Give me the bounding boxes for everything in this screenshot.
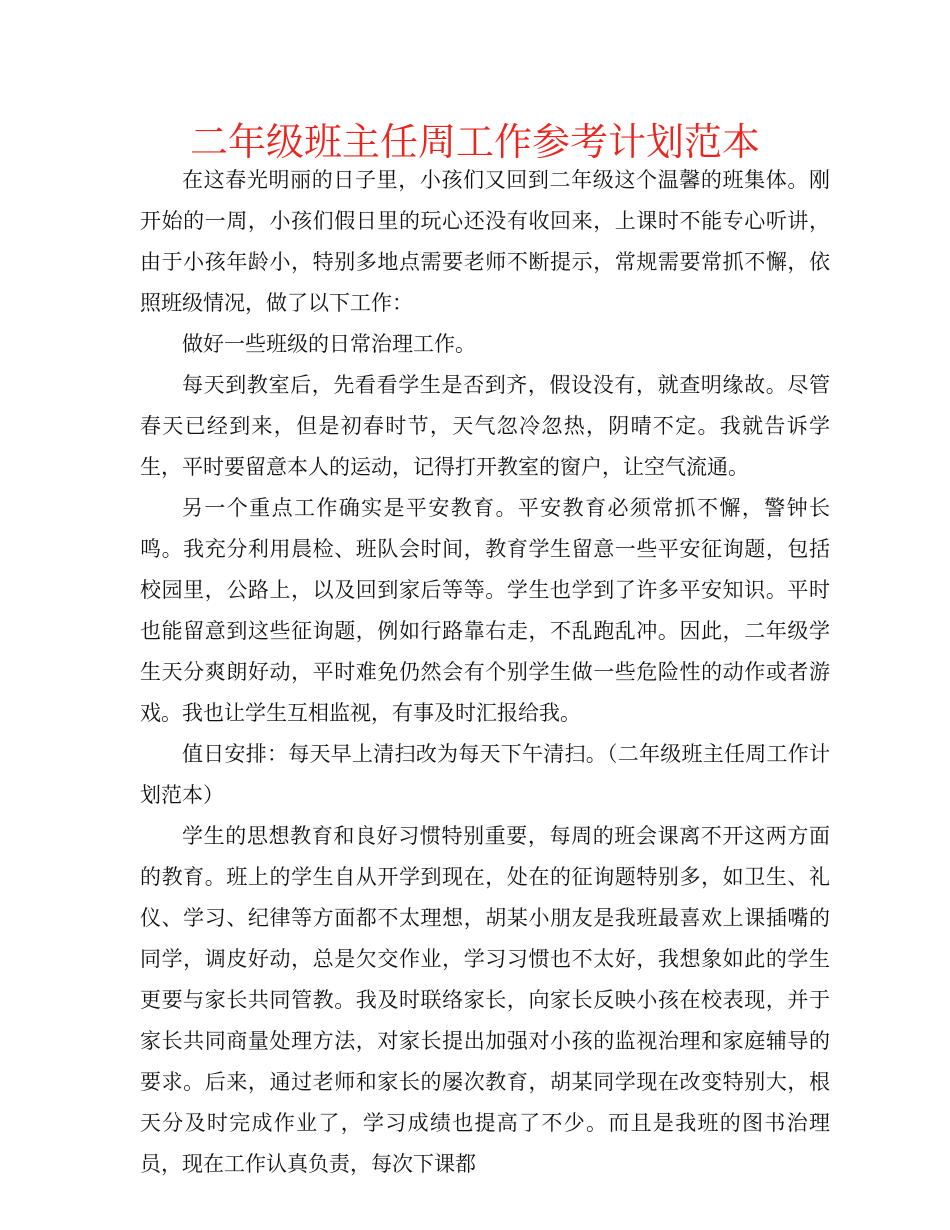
paragraph-3: 每天到教室后，先看看学生是否到齐，假设没有，就查明缘故。尽管春天已经到来，但是初春时节，天气忽冷忽热，阴晴不定。我就告诉学生，平时要留意本人的运动，记得打开教室的窗户，让空气流通。 <box>140 373 830 479</box>
paragraph-4: 另一个重点工作确实是平安教育。平安教育必须常抓不懈，警钟长鸣。我充分利用晨检、班队会时间，教育学生留意一些平安征询题，包括校园里，公路上，以及回到家后等等。学生也学到了许多平安知识。平时也能留意到这些征询题，例如行路靠右走，不乱跑乱冲。因此，二年级学生天分爽朗好动，平时难免仍然会有个别学生做一些危险性的动作或者游戏。我也让学生互相监视，有事及时汇报给我。 <box>140 496 830 725</box>
document-body <box>140 160 830 1185</box>
paragraph-5: 值日安排：每天早上清扫改为每天下午清扫。（二年级班主任周工作计划范本） <box>140 742 830 807</box>
paragraph-2: 做好一些班级的日常治理工作。 <box>182 332 476 356</box>
document-title: 二年级班主任周工作参考计划范本 <box>189 120 760 164</box>
paragraph-1: 在这春光明丽的日子里，小孩们又回到二年级这个温馨的班集体。刚开始的一周，小孩们假日里的玩心还没有收回来，上课时不能专心听讲，由于小孩年龄小，特别多地点需要老师不断提示，常规需要常抓不懈，依照班级情况，做了以下工作： <box>140 168 830 315</box>
paragraph-6: 学生的思想教育和良好习惯特别重要，每周的班会课离不开这两方面的教育。班上的学生自从开学到现在，处在的征询题特别多，如卫生、礼仪、学习、纪律等方面都不太理想，胡某小朋友是我班最喜欢上课插嘴的同学，调皮好动，总是欠交作业，学习习惯也不太好，我想象如此的学生更要与家长共同管教。我及时联络家长，向家长反映小孩在校表现，并于家长共同商量处理方法，对家长提出加强对小孩的监视治理和家庭辅导的要求。后来，通过老师和家长的屡次教育，胡某同学现在改变特别大，根天分及时完成作业了，学习成绩也提高了不少。而且是我班的图书治理员，现在工作认真负责，每次下课都 <box>140 824 830 1176</box>
